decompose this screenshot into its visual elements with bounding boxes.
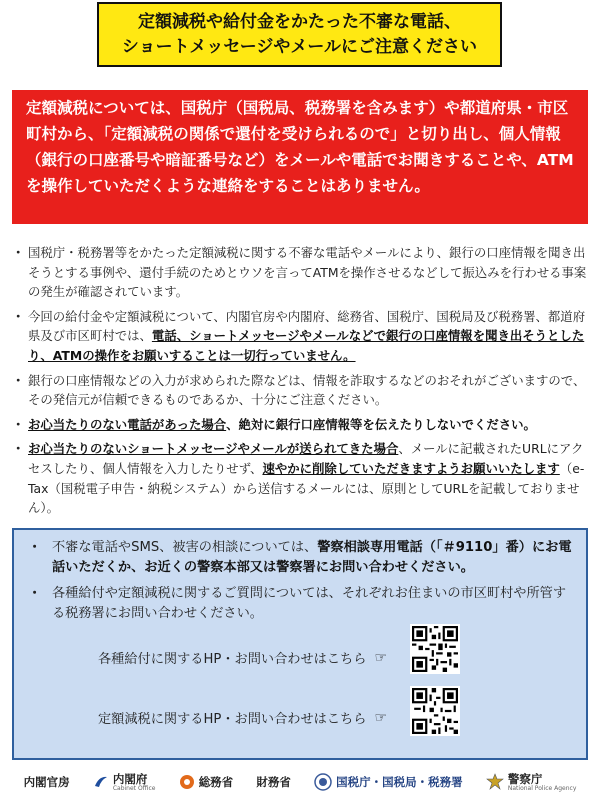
notice-list <box>10 243 588 523</box>
bullet-text-mid: 、メールに記載されたURLにアクセスしたり、個人情報を入力したりせず、 <box>28 441 584 476</box>
benefits-link-label[interactable]: 各種給付に関するHP・お問い合わせはこちら <box>98 652 367 667</box>
page-title <box>97 2 502 67</box>
logo-npa-subtext: National Police Agency <box>507 784 577 792</box>
bullet-dot: ・ <box>12 372 25 388</box>
bullet-text-underlined: お心当たりのない電話があった場合 <box>28 416 227 432</box>
bullet-text <box>28 415 588 435</box>
bullet-dot: ・ <box>12 441 25 457</box>
title-line-1: 定額減税や給付金をかたった不審な電話、 <box>138 11 461 32</box>
info-text-plain: 不審な電話やSMS、被害の相談については、 <box>52 540 318 555</box>
tax-reduction-link-label[interactable]: 定額減税に関するHP・お問い合わせはこちら <box>98 712 367 727</box>
list-item <box>10 307 588 366</box>
warning-box <box>12 90 588 224</box>
agency-logos <box>0 765 600 799</box>
mic-mark-icon <box>179 774 195 790</box>
bullet-text <box>28 307 588 366</box>
logo-cas-text: 内閣官房 <box>23 775 70 789</box>
cabinet-office-mark-icon <box>93 774 109 790</box>
bullet-dot: ・ <box>12 245 25 260</box>
bullet-text-rest: 、絶対に銀行口座情報等を伝えたりしないでください。 <box>226 416 536 432</box>
info-text: 各種給付や定額減税に関するご質問については、それぞれお住まいの市区町村や所管する税務署にお問い合わせください。 <box>52 586 567 621</box>
bullet-text: 銀行の口座情報などの入力が求められた際などは、情報を詐取するなどのおそれがございますので、その発信元が信頼できるものであるか、十分にご注意ください。 <box>28 372 586 408</box>
bullet-dot: ・ <box>28 540 42 555</box>
warning-text: 定額減税については、国税庁（国税局、税務署を含みます）や都道府県・市区町村から、「定額減税の関係で還付を受けられるので」と切り出し、個人情報（銀行の口座番号や暗証番号など）をメールや電話でお聞きすることや、ATMを操作していただくような連絡をすることはありません。 <box>26 99 574 195</box>
bullet-dot: ・ <box>12 308 25 324</box>
qr-code-icon <box>412 688 458 734</box>
title-line-2: ショートメッセージやメールにご注意ください <box>121 36 478 57</box>
info-box <box>12 528 588 760</box>
logo-cabinet-office <box>93 773 156 792</box>
list-item <box>10 243 588 302</box>
qr-code-icon <box>412 626 458 672</box>
info-text-bold: 警察相談専用電話（「＃9110」番）にお電話いただくか、お近くの警察本部又は警察署にお問い合わせください。 <box>52 540 572 575</box>
bullet-dot: ・ <box>28 586 42 601</box>
list-item <box>10 415 588 435</box>
logo-mof-text: 財務省 <box>256 775 291 789</box>
bullet-text-plain: 今回の給付金や定額減税について、内閣官房や内閣府、総務省、国税庁、国税局及び税務署、都道府県及び市区町村では、 <box>28 308 586 344</box>
logo-cao-text: 内閣府 <box>112 771 148 786</box>
logo-nta-text: 国税庁・国税局・税務署 <box>336 775 463 789</box>
tax-reduction-link[interactable] <box>98 708 387 727</box>
info-item <box>26 538 574 578</box>
bullet-text-underlined: お心当たりのないショートメッセージやメールが送られてきた場合 <box>28 441 399 457</box>
logo-cabinet-secretariat <box>24 774 70 790</box>
logo-mof <box>256 774 291 790</box>
logo-mic-text: 総務省 <box>198 775 234 789</box>
bullet-text <box>28 439 588 517</box>
logo-nta <box>314 773 463 791</box>
logo-mic <box>179 774 234 790</box>
nta-mark-icon <box>314 773 332 791</box>
info-item <box>26 584 574 624</box>
info-text <box>52 538 574 578</box>
pointing-hand-icon: ☞ <box>374 709 387 726</box>
pointing-hand-icon: ☞ <box>374 649 387 666</box>
police-emblem-icon <box>486 773 504 791</box>
bullet-text-end: （e-Tax（国税電子申告・納税システム）から送信するメールには、原則としてURLを記載しておりません）。 <box>28 460 585 516</box>
list-item <box>10 371 588 410</box>
bullet-dot: ・ <box>12 416 25 432</box>
bullet-text-bold: 電話、ショートメッセージやメールなどで銀行の口座情報を聞き出そうとしたり、ATMの操作をお願いすることは一切行っていません。 <box>28 328 585 363</box>
qr-code-benefits[interactable] <box>410 624 460 674</box>
logo-npa <box>486 773 576 792</box>
logo-cao-subtext: Cabinet Office <box>112 784 156 792</box>
benefits-link[interactable] <box>98 648 387 667</box>
qr-code-tax-reduction[interactable] <box>410 686 460 736</box>
logo-npa-text: 警察庁 <box>507 771 543 786</box>
bullet-text: 国税庁・税務署等をかたった定額減税に関する不審な電話やメールにより、銀行の口座情報を聞き出そうとする事例や、還付手続のためとウソを言ってATMを操作させるなどして振込みを行わせる事案の発生が確認されています。 <box>28 245 587 300</box>
list-item <box>10 439 588 517</box>
bullet-text-bold: 速やかに削除していただきますようお願いいたします <box>262 460 560 476</box>
